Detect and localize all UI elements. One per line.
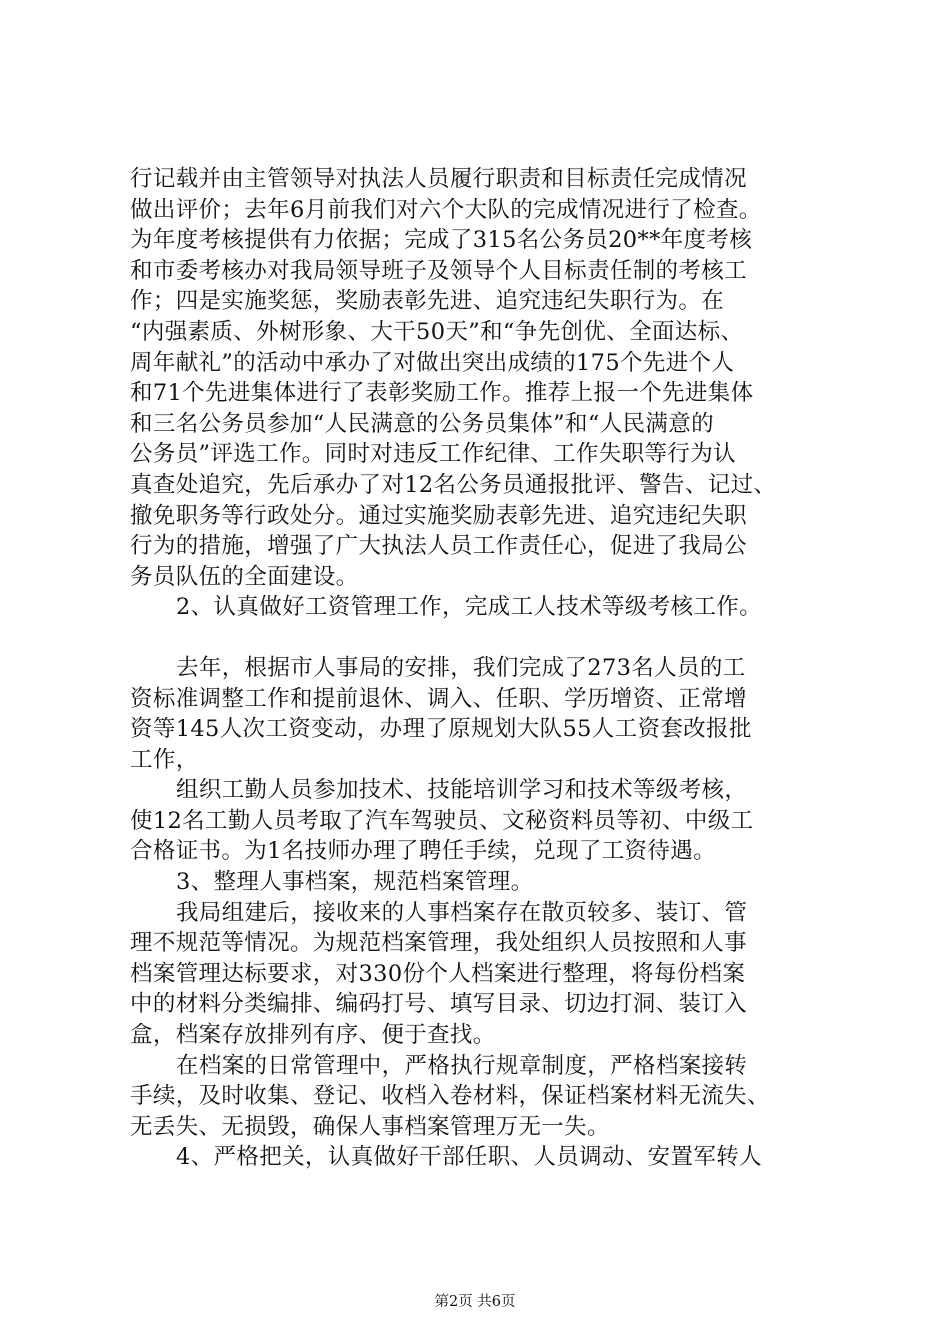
- text-line: 公务员”评选工作。同时对违反工作纪律、工作失职等行为认: [130, 441, 736, 468]
- text-line: 真查处追究，先后承办了对12名公务员通报批评、警告、记过、: [130, 471, 777, 498]
- text-line: 中的材料分类编排、编码打号、填写目录、切边打洞、装订入: [130, 991, 747, 1018]
- text-line: 撤免职务等行政处分。通过实施奖励表彰先进、追究违纪失职: [130, 502, 747, 529]
- text-line: 和三名公务员参加“人民满意的公务员集体”和“人民满意的: [130, 410, 714, 437]
- paragraph-gap: [130, 623, 830, 653]
- page-number-label: 第2页 共6页: [434, 1294, 516, 1310]
- section-heading: 4、严格把关，认真做好干部任职、人员调动、安置军转人: [176, 1144, 762, 1171]
- text-line: 使12名工勤人员考取了汽车驾驶员、文秘资料员等初、中级工: [130, 807, 754, 834]
- text-line: 资标准调整工作和提前退休、调入、任职、学历增资、正常增: [130, 685, 747, 712]
- text-line: 务员队伍的全面建设。: [130, 563, 359, 590]
- text-line: 为年度考核提供有力依据；完成了315名公务员20**年度考核: [130, 227, 753, 254]
- body-text: [130, 164, 830, 1173]
- text-line: 工作，: [130, 746, 199, 773]
- text-line: 无丢失、无损毁，确保人事档案管理万无一失。: [130, 1113, 610, 1140]
- text-line: 在档案的日常管理中，严格执行规章制度，严格档案接转: [176, 1052, 748, 1079]
- section-heading: 2、认真做好工资管理工作，完成工人技术等级考核工作。: [176, 594, 762, 621]
- text-line: 周年献礼”的活动中承办了对做出突出成绩的175个先进个人: [130, 349, 735, 376]
- page-footer: [0, 1293, 950, 1311]
- text-line: 资等145人次工资变动，办理了原规划大队55人工资套改报批: [130, 716, 752, 743]
- text-line: 去年，根据市人事局的安排，我们完成了273名人员的工: [176, 654, 746, 681]
- text-line: 作；四是实施奖惩，奖励表彰先进、追究违纪失职行为。在: [130, 288, 725, 315]
- text-line: 档案管理达标要求，对330份个人档案进行整理，将每份档案: [130, 960, 746, 987]
- text-line: 和71个先进集体进行了表彰奖励工作。推荐上报一个先进集体: [130, 380, 754, 407]
- text-line: 行为的措施，增强了广大执法人员工作责任心，促进了我局公: [130, 533, 747, 560]
- text-line: 合格证书。为1名技师办理了聘任手续，兑现了工资待遇。: [130, 838, 716, 865]
- text-line: 组织工勤人员参加技术、技能培训学习和技术等级考核，: [176, 777, 748, 804]
- section-heading: 3、整理人事档案，规范档案管理。: [176, 869, 534, 896]
- text-line: 行记载并由主管领导对执法人员履行职责和目标责任完成情况: [130, 166, 747, 192]
- text-line: 盒，档案存放排列有序、便于查找。: [130, 1022, 496, 1049]
- text-line: 和市委考核办对我局领导班子及领导个人目标责任制的考核工: [130, 257, 747, 284]
- text-line: 理不规范等情况。为规范档案管理，我处组织人员按照和人事: [130, 930, 747, 957]
- text-line: 做出评价；去年6月前我们对六个大队的完成情况进行了检查。: [130, 196, 762, 223]
- text-line: 我局组建后，接收来的人事档案存在散页较多、装订、管: [176, 899, 748, 926]
- text-line: 手续，及时收集、登记、收档入卷材料，保证档案材料无流失、: [130, 1083, 770, 1110]
- text-line: “内强素质、外树形象、大干50天”和“争先创优、全面达标、: [130, 318, 744, 345]
